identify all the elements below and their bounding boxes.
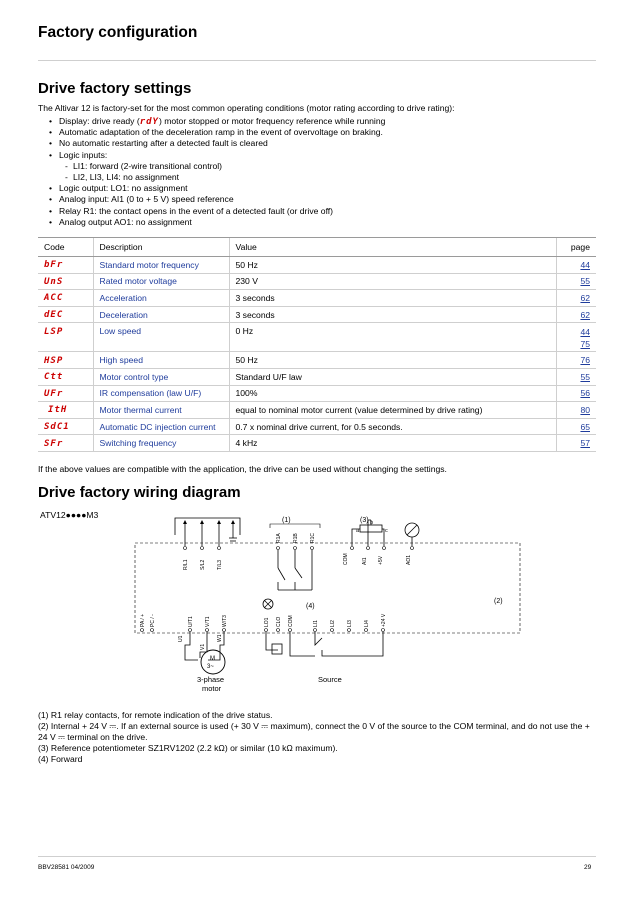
terminal-r1c: R1C [310, 532, 316, 543]
param-description: IR compensation (law U/F) [93, 385, 229, 402]
note-2: (2) Internal + 24 V ⎓. If an external source is used (+ 30 V ⎓ maximum), connect the 0 V of the source to the COM terminal, and do not use the + 24 V ⎓ terminal on the drive. [38, 721, 590, 742]
terminal-li1: LI1 [313, 620, 319, 627]
list-item: • Relay R1: the contact opens in the event of a detected fault (or drive off) [59, 206, 385, 217]
terminal-clo: CLO [276, 616, 282, 627]
param-value: 50 Hz [229, 352, 556, 369]
table-row [38, 257, 596, 274]
page-link[interactable] [556, 306, 596, 323]
section-heading-wiring: Drive factory wiring diagram [38, 484, 241, 501]
list-item: • No automatic restarting after a detected fault is cleared [59, 138, 385, 149]
param-value: equal to nominal motor current (value determined by drive rating) [229, 402, 556, 419]
param-description: High speed [93, 352, 229, 369]
param-code [38, 402, 93, 419]
terminal-pa: PA / + [140, 613, 146, 627]
param-value: 0.7 x nominal drive current, for 0.5 seconds. [229, 418, 556, 435]
terminal-pc: PC / - [150, 614, 156, 627]
page-link-text[interactable]: 62 [580, 309, 590, 320]
param-description: Rated motor voltage [93, 273, 229, 290]
footer-divider [38, 856, 596, 857]
column-header-code: Code [38, 238, 93, 257]
param-code-text: UFr [44, 388, 64, 399]
list-item: • Automatic adaptation of the deceleration ramp in the event of overvoltage on braking. [59, 127, 385, 138]
pot-terminal-b: b [370, 520, 374, 526]
motor-wire-w1: W1 [217, 634, 223, 642]
power-fuses [185, 522, 237, 546]
terminal-r1b: R1B [293, 533, 299, 543]
list-item-text: ) motor stopped or motor frequency reference while running [158, 116, 386, 126]
page-link-text[interactable]: 75 [580, 339, 590, 350]
list-subitem: - LI2, LI3, LI4: no assignment [59, 172, 385, 183]
param-code [38, 352, 93, 369]
table-row [38, 368, 596, 385]
param-code-text: UnS [44, 276, 64, 287]
terminal-lo1: LO1 [264, 617, 270, 627]
param-code-text: ACC [44, 293, 64, 304]
param-value: Standard U/F law [229, 368, 556, 385]
table-row [38, 273, 596, 290]
param-code-text: HSP [44, 355, 64, 366]
page-link-text[interactable]: 65 [580, 421, 590, 432]
label-4: (4) [306, 603, 315, 610]
page-link[interactable] [556, 385, 596, 402]
motor-symbol: M [210, 656, 215, 662]
page-link[interactable] [556, 368, 596, 385]
motor-caption-2: motor [202, 684, 222, 693]
note-3: (3) Reference potentiometer SZ1RV1202 (2.2 kΩ) or similar (10 kΩ maximum). [38, 743, 338, 753]
footer-page-number: 29 [584, 864, 592, 871]
param-code [38, 273, 93, 290]
terminal-wt3: W/T3 [222, 615, 228, 627]
source-caption: Source [318, 675, 342, 684]
note-1: (1) R1 relay contacts, for remote indication of the drive status. [38, 710, 273, 720]
settings-list [59, 116, 385, 228]
motor-icon [201, 650, 225, 674]
param-description: Switching frequency [93, 435, 229, 452]
param-value: 0 Hz [229, 323, 556, 352]
label-3: (3) [360, 517, 369, 524]
table-row [38, 323, 596, 352]
motor-phase: 3~ [207, 664, 214, 670]
page-link-text[interactable]: 44 [580, 259, 590, 270]
page-link[interactable] [556, 257, 596, 274]
terminal-r1a: R1A [276, 533, 282, 543]
param-description: Low speed [93, 323, 229, 352]
param-code [38, 306, 93, 323]
param-code [38, 418, 93, 435]
terminal-sl2: S/L2 [200, 559, 206, 570]
list-item: • Logic inputs: [59, 150, 385, 161]
page-link[interactable] [556, 418, 596, 435]
param-value: 3 seconds [229, 290, 556, 307]
param-code [38, 385, 93, 402]
drive-model-label: ATV12●●●●M3 [40, 510, 99, 520]
param-value: 230 V [229, 273, 556, 290]
page-link-text[interactable]: 80 [580, 404, 590, 415]
relay-terminals [276, 533, 316, 550]
param-value: 3 seconds [229, 306, 556, 323]
param-code [38, 368, 93, 385]
table-row [38, 290, 596, 307]
power-arrows [183, 520, 235, 524]
param-code-text: SdC1 [44, 422, 70, 433]
compatibility-note: If the above values are compatible with the application, the drive can be used without changing the settings. [38, 464, 447, 474]
terminal-24v: +24 V [381, 613, 387, 627]
param-code [38, 435, 93, 452]
param-code-text: SFr [44, 438, 64, 449]
param-description: Standard motor frequency [93, 257, 229, 274]
wiring-diagram [130, 510, 540, 700]
list-item: • Analog output AO1: no assignment [59, 217, 385, 228]
table-row [38, 435, 596, 452]
wiring-notes [38, 710, 598, 765]
param-code [38, 257, 93, 274]
param-code-text: ItH [48, 405, 68, 416]
motor-caption-1: 3-phase [197, 675, 225, 684]
pot-terminal-c: c [385, 528, 388, 534]
list-item: • Logic output: LO1: no assignment [59, 183, 385, 194]
relay-contacts [278, 550, 312, 590]
terminal-5v: +5V [378, 555, 384, 565]
column-header-description: Description [93, 238, 229, 257]
factory-settings-table [38, 237, 596, 452]
terminal-li3: LI3 [347, 620, 353, 627]
terminal-li4: LI4 [364, 620, 370, 627]
motor-wire-v1: V1 [200, 643, 206, 650]
section-heading-settings: Drive factory settings [38, 80, 192, 97]
list-item-text: Display: drive ready ( [59, 116, 140, 126]
logic-terminals [264, 613, 387, 631]
param-code-text: dEC [44, 310, 64, 321]
column-header-page: page [556, 238, 596, 257]
page-link[interactable] [556, 323, 596, 352]
title-divider [38, 60, 596, 61]
param-value: 50 Hz [229, 257, 556, 274]
page-link-text[interactable]: 56 [580, 388, 590, 399]
list-item [59, 116, 385, 127]
param-description: Motor thermal current [93, 402, 229, 419]
page-link[interactable] [556, 435, 596, 452]
page-link[interactable] [556, 290, 596, 307]
param-description: Deceleration [93, 306, 229, 323]
label-1: (1) [282, 517, 291, 524]
terminal-com: COM [343, 553, 349, 565]
terminal-rl1: R/L1 [183, 559, 189, 570]
table-row [38, 385, 596, 402]
relay-bracket [270, 524, 320, 528]
table-row [38, 352, 596, 369]
param-code-text: bFr [44, 260, 64, 271]
bus-terminals [140, 614, 156, 632]
page-link-text[interactable]: 62 [580, 292, 590, 303]
page-link[interactable] [556, 273, 596, 290]
terminal-tl3: T/L3 [217, 559, 223, 570]
table-row [38, 418, 596, 435]
param-code [38, 323, 93, 352]
motor-wire-u1: U1 [178, 635, 184, 642]
terminal-vt1: V/T1 [205, 616, 211, 627]
table-header-row [38, 238, 596, 257]
label-2: (2) [494, 598, 503, 605]
param-description: Automatic DC injection current [93, 418, 229, 435]
page-link-text[interactable]: 57 [580, 438, 590, 449]
table-row [38, 306, 596, 323]
page-title: Factory configuration [38, 24, 198, 41]
page-link-text[interactable]: 44 [580, 327, 590, 338]
note-4: (4) Forward [38, 754, 83, 764]
terminal-li2: LI2 [330, 620, 336, 627]
logic-wiring [266, 632, 383, 656]
settings-intro: The Altivar 12 is factory-set for the most common operating conditions (motor rating according to drive rating): [38, 103, 455, 113]
potentiometer [360, 525, 382, 532]
param-value: 100% [229, 385, 556, 402]
analog-terminals [343, 547, 414, 566]
power-terminals [183, 547, 223, 571]
param-code-text: Ctt [44, 372, 64, 383]
pot-terminal-a: a [356, 528, 360, 534]
page-link-text[interactable]: 55 [580, 276, 590, 287]
terminal-ut1: U/T1 [188, 616, 194, 627]
table-row [38, 402, 596, 419]
terminal-ai1: AI1 [362, 557, 368, 565]
param-value: 4 kHz [229, 435, 556, 452]
page-link-text[interactable]: 76 [580, 355, 590, 366]
motor-terminals [188, 615, 228, 632]
terminal-com-logic: COM [288, 615, 294, 627]
list-item: • Analog input: AI1 (0 to + 5 V) speed reference [59, 194, 385, 205]
param-description: Acceleration [93, 290, 229, 307]
param-description: Motor control type [93, 368, 229, 385]
display-code: rdY [139, 117, 159, 127]
page-link-text[interactable]: 55 [580, 371, 590, 382]
param-code [38, 290, 93, 307]
column-header-value: Value [229, 238, 556, 257]
footer-document-ref: BBV28581 04/2009 [38, 864, 95, 871]
param-code-text: LSP [44, 327, 64, 338]
page-link[interactable] [556, 402, 596, 419]
terminal-ao1: AO1 [406, 554, 412, 565]
page-link[interactable] [556, 352, 596, 369]
list-subitem: - LI1: forward (2-wire transitional control) [59, 161, 385, 172]
